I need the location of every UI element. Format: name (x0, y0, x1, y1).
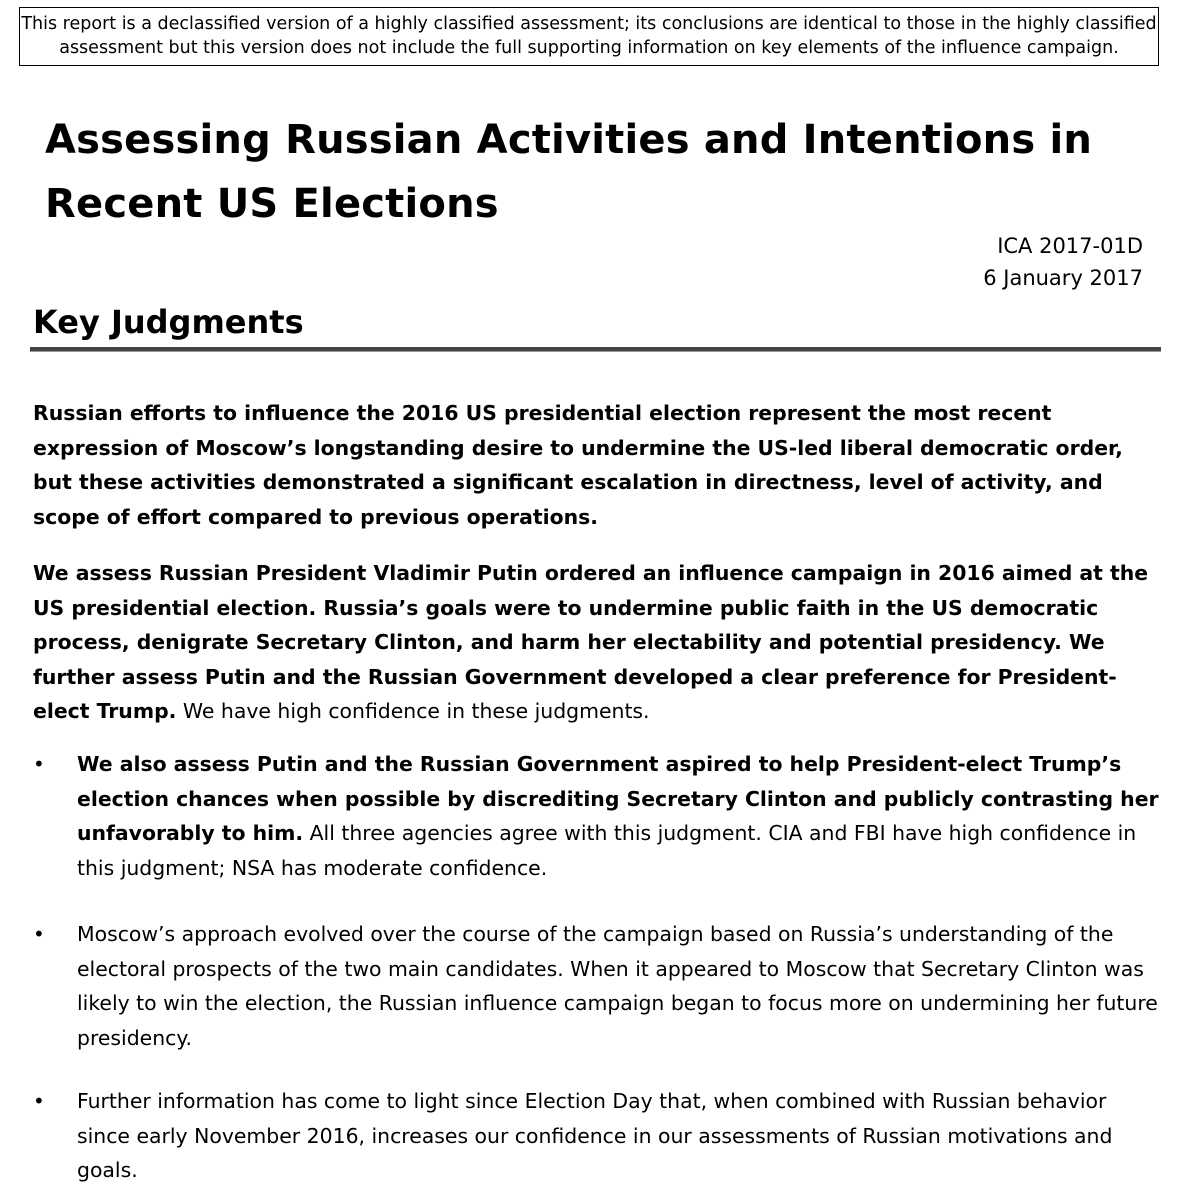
document-id: ICA 2017-01D (997, 234, 1143, 258)
title-line-2: Recent US Elections (45, 181, 499, 227)
notice-line-1: This report is a declassified version of a highly classified assessment; its conclusions are identical to those in the highly classified (21, 14, 1157, 34)
paragraph-2-normal: We have high confidence in these judgments. (176, 699, 650, 723)
bullet-icon: • (33, 1089, 45, 1113)
bullet-normal-text: Moscow’s approach evolved over the course of the campaign based on Russia’s understanding of the electoral prospects of the two main candidates. When it appeared to Moscow that Secretary Clinton was likely to win the election, the Russian influence campaign began to focus more on undermining her future presidency. (77, 922, 1158, 1050)
heading-divider (30, 347, 1161, 352)
title-line-1: Assessing Russian Activities and Intentions in (45, 117, 1093, 163)
document-title (45, 108, 1165, 236)
bullet-text (77, 747, 1162, 885)
bullet-item (33, 747, 1168, 885)
notice-line-2: assessment but this version does not include the full supporting information on key elements of the influence campaign. (59, 38, 1119, 58)
paragraph-1: Russian efforts to influence the 2016 US presidential election represent the most recent expression of Moscow’s longstanding desire to undermine the US-led liberal democratic order, but these activities demonstrated a significant escalation in directness, level of activity, and scope of effort compared to previous operations. (33, 401, 1123, 529)
bullet-text (77, 1084, 1162, 1188)
declassification-notice (19, 7, 1159, 66)
bullet-icon: • (33, 752, 45, 776)
bullet-text (77, 917, 1162, 1055)
bullet-item (33, 1084, 1168, 1188)
bullet-normal-text: Further information has come to light since Election Day that, when combined with Russian behavior since early November 2016, increases our confidence in our assessments of Russian motivations and goals. (77, 1089, 1113, 1182)
section-heading: Key Judgments (33, 303, 304, 341)
bullet-icon: • (33, 922, 45, 946)
paragraph-2-bold: We assess Russian President Vladimir Putin ordered an influence campaign in 2016 aimed at the US presidential election. Russia’s goals were to undermine public faith in the US democratic process, denigrate Secretary Clinton, and harm her electability and potential presidency. We further assess Putin and the Russian Government developed a clear preference for President-elect Trump. (33, 561, 1149, 723)
paragraph-2 (33, 556, 1163, 729)
bullet-normal-text: All three agencies agree with this judgment. CIA and FBI have high confidence in this judgment; NSA has moderate confidence. (77, 821, 1137, 880)
document-date: 6 January 2017 (983, 266, 1143, 290)
bullet-item (33, 917, 1168, 1055)
bullet-bold-text: We also assess Putin and the Russian Government aspired to help President-elect Trump’s election chances when possible by discrediting Secretary Clinton and publicly contrasting her unfavorably to him. (77, 752, 1159, 845)
